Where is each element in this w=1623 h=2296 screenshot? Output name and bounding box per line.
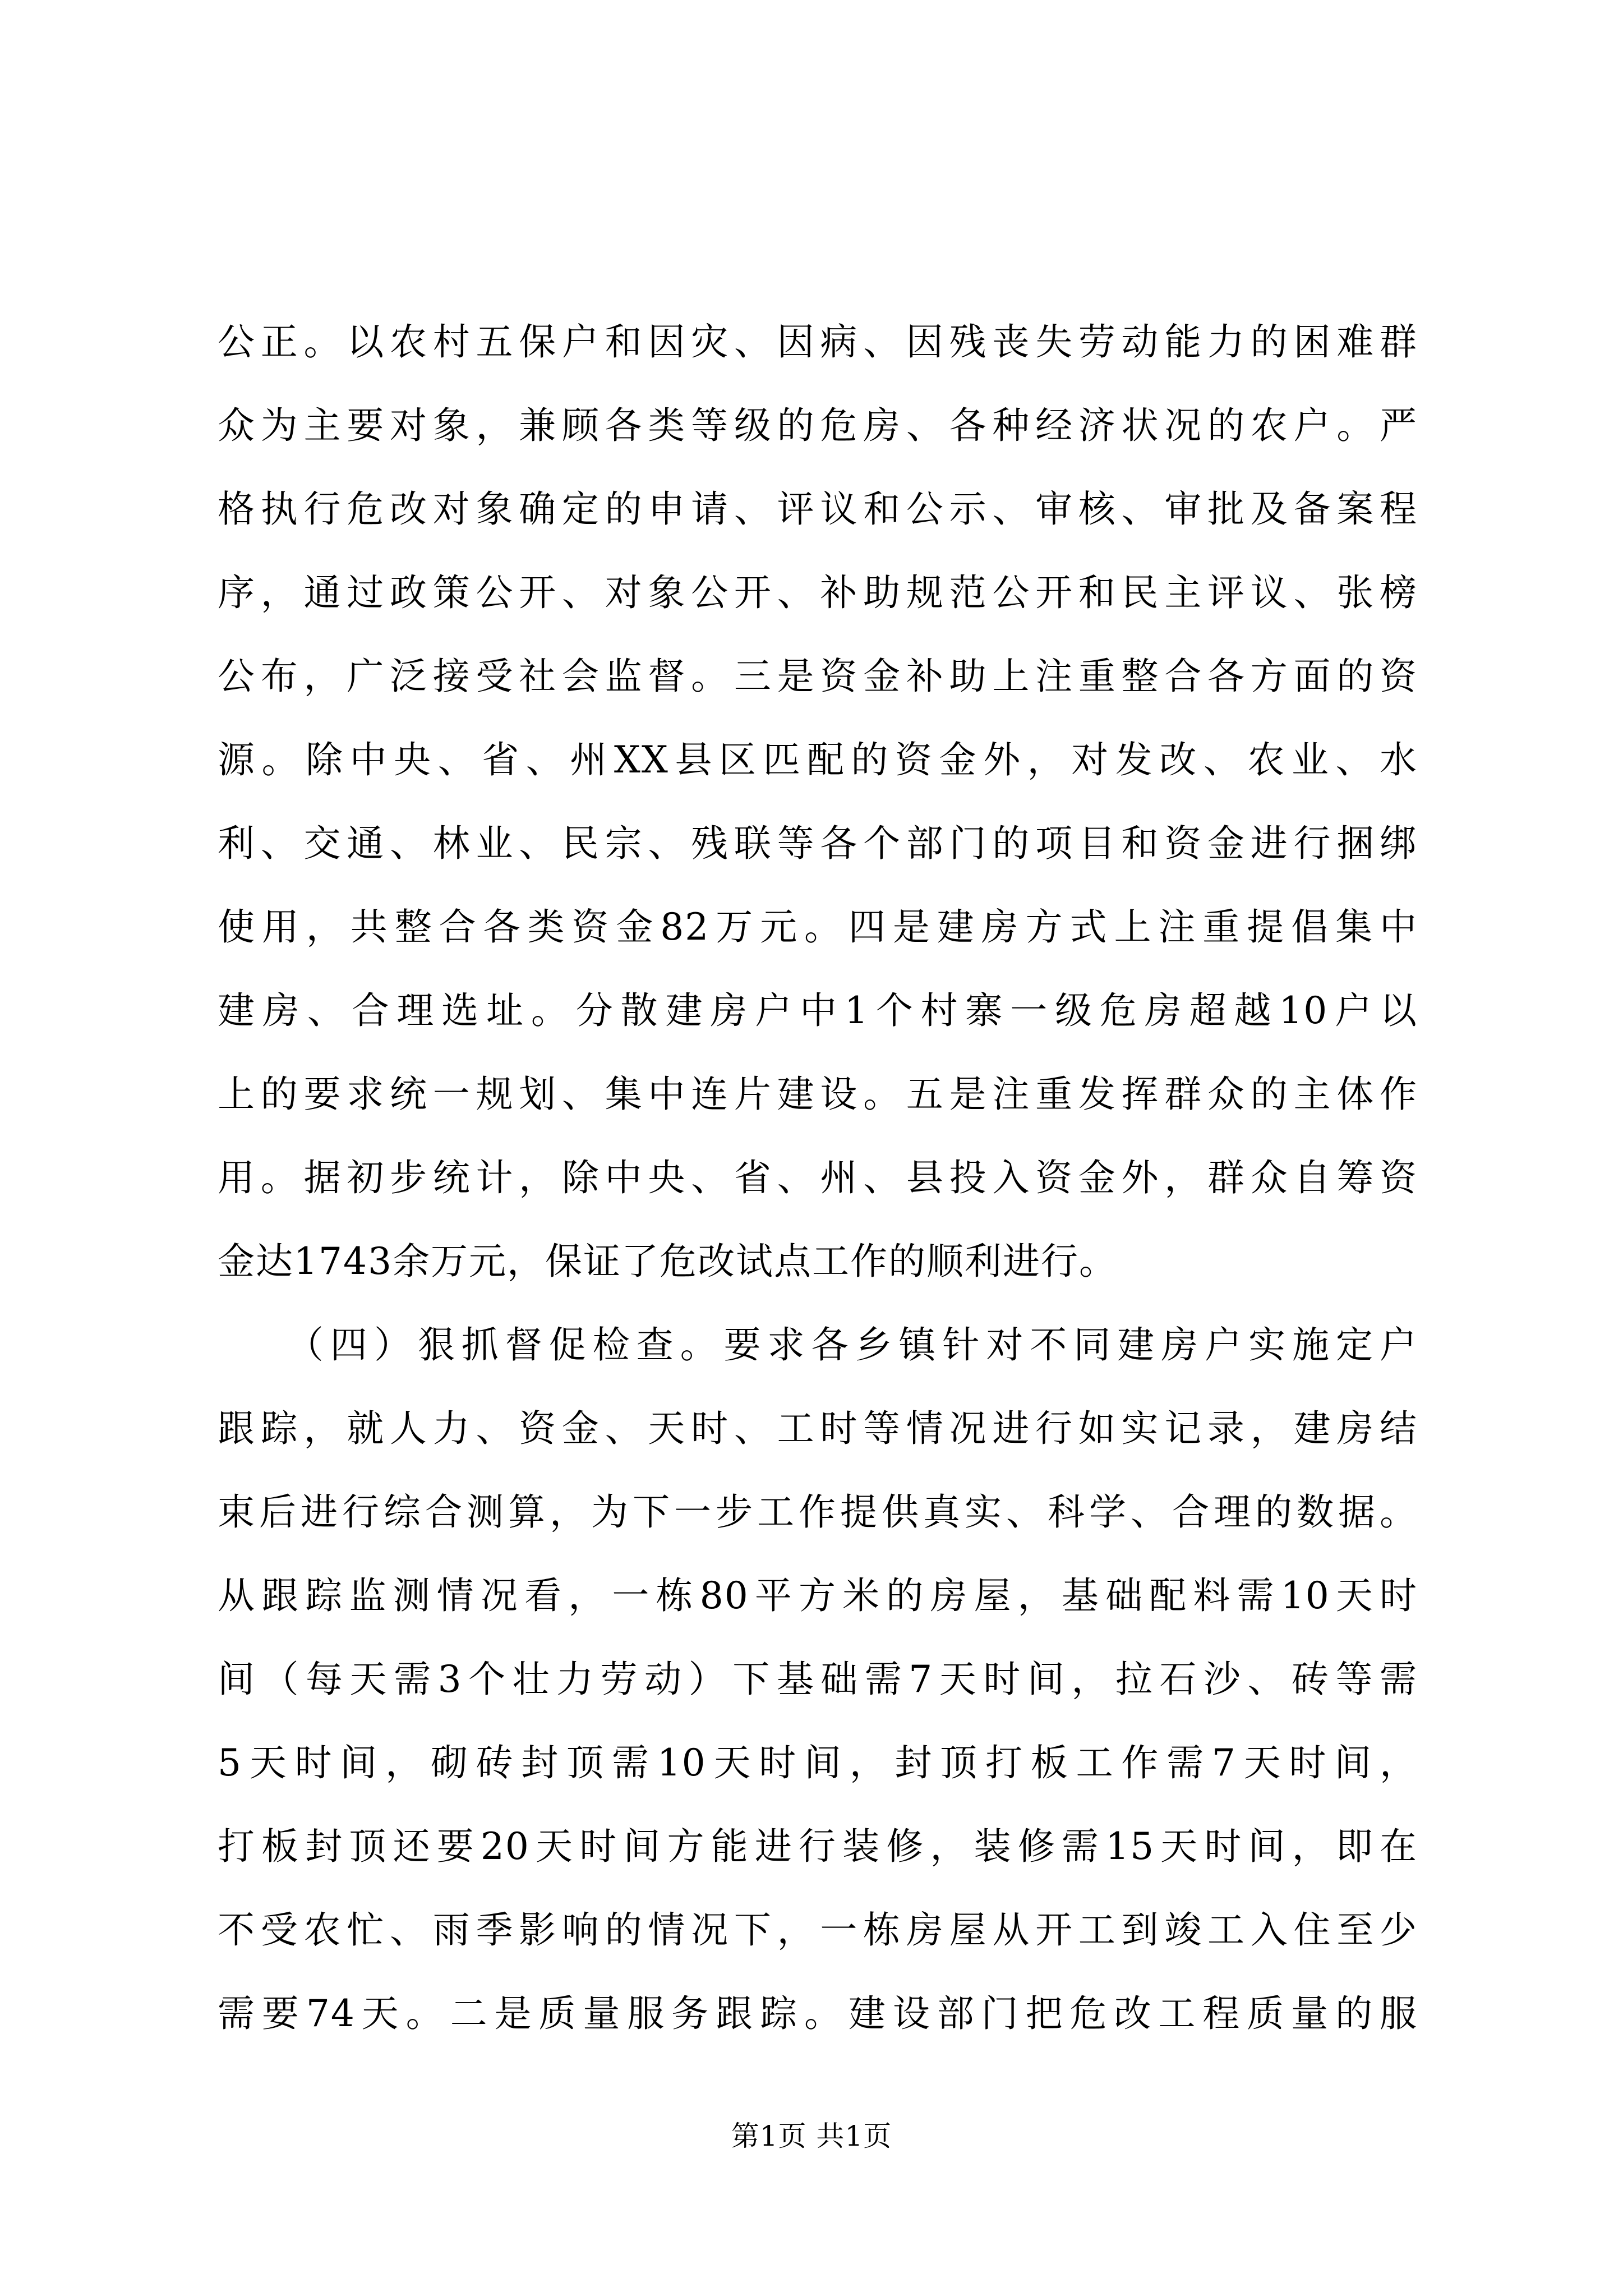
text-line: 利、交通、林业、民宗、残联等各个部门的项目和资金进行捆绑 [218, 822, 1418, 865]
text-line: （四）狠抓督促检查。要求各乡镇针对不同建房户实施定户 [218, 1323, 1418, 1366]
text-line: 上的要求统一规划、集中连片建设。五是注重发挥群众的主体作 [218, 1073, 1418, 1116]
text-line: 用。据初步统计，除中央、省、州、县投入资金外，群众自筹资 [218, 1156, 1418, 1199]
body-text [218, 300, 1418, 2055]
text-line: 金达1743余万元，保证了危改试点工作的顺利进行。 [218, 1240, 1117, 1283]
text-line: 从跟踪监测情况看，一栋80平方米的房屋，基础配料需10天时 [218, 1574, 1418, 1617]
text-line: 不受农忙、雨季影响的情况下，一栋房屋从开工到竣工入住至少 [218, 1908, 1418, 1952]
page-footer: 第1页 共1页 [731, 2120, 892, 2152]
text-line: 使用，共整合各类资金82万元。四是建房方式上注重提倡集中 [218, 905, 1418, 949]
text-line: 束后进行综合测算，为下一步工作提供真实、科学、合理的数据。 [218, 1490, 1418, 1534]
text-line: 间（每天需3个壮力劳动）下基础需7天时间，拉石沙、砖等需 [218, 1658, 1418, 1701]
text-line: 跟踪，就人力、资金、天时、工时等情况进行如实记录，建房结 [218, 1407, 1418, 1450]
text-line: 公布，广泛接受社会监督。三是资金补助上注重整合各方面的资 [218, 655, 1418, 698]
text-line: 格执行危改对象确定的申请、评议和公示、审核、审批及备案程 [218, 487, 1418, 531]
text-line: 序，通过政策公开、对象公开、补助规范公开和民主评议、张榜 [218, 571, 1418, 614]
text-line: 需要74天。二是质量服务跟踪。建设部门把危改工程质量的服 [218, 1992, 1418, 2035]
text-line: 5天时间，砌砖封顶需10天时间，封顶打板工作需7天时间， [218, 1741, 1418, 1784]
text-line: 打板封顶还要20天时间方能进行装修，装修需15天时间，即在 [218, 1825, 1418, 1868]
text-line: 公正。以农村五保户和因灾、因病、因残丧失劳动能力的困难群 [218, 320, 1418, 364]
text-line: 源。除中央、省、州XX县区匹配的资金外，对发改、农业、水 [218, 738, 1418, 781]
text-line: 众为主要对象，兼顾各类等级的危房、各种经济状况的农户。严 [218, 404, 1418, 447]
text-line: 建房、合理选址。分散建房户中1个村寨一级危房超越10户以 [218, 989, 1418, 1032]
